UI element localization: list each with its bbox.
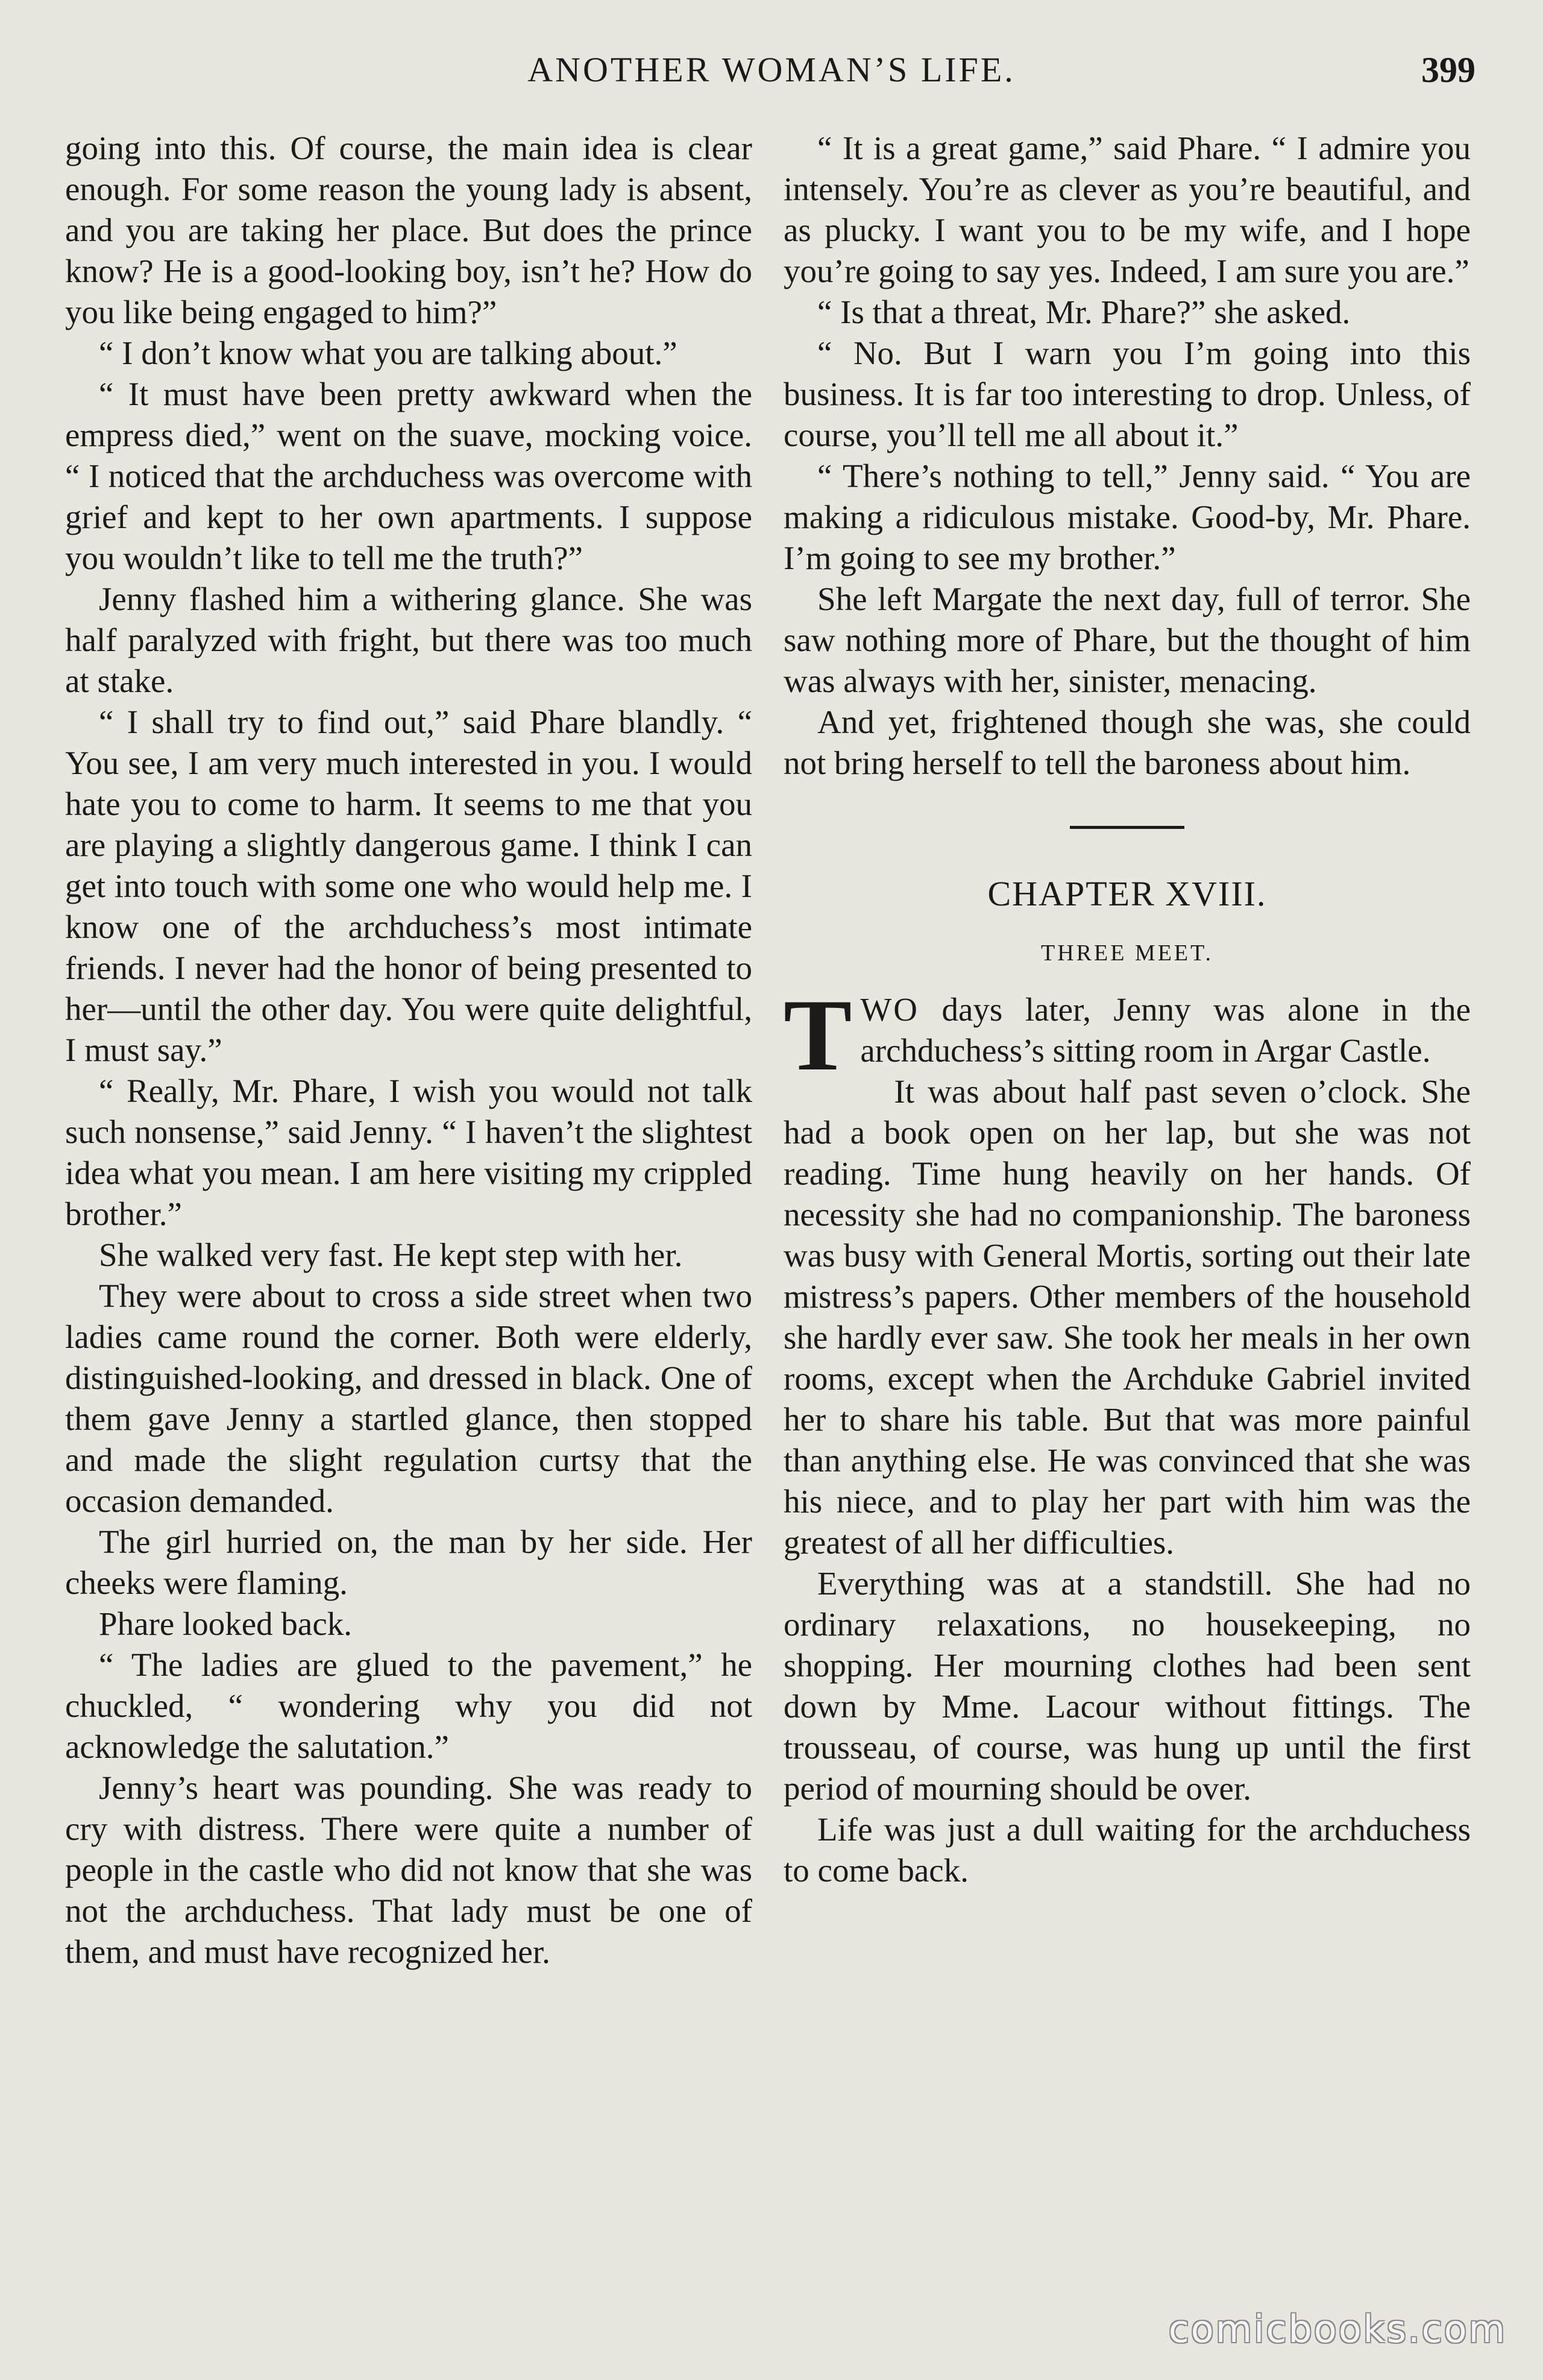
chapter-subtitle: THREE MEET. (1040, 940, 1214, 966)
left-column (65, 128, 752, 1972)
opening-small-caps: WO (860, 991, 920, 1028)
paragraph: And yet, frightened though she was, she could not bring herself to tell the baroness about him. (784, 704, 1471, 781)
paragraph: “ Is that a threat, Mr. Phare?” she asked. (817, 294, 1351, 330)
paragraph: Everything was at a standstill. She had no ordinary relaxations, no housekeeping, no shopping. Her mourning clothes had been sent down by Mme. Lacour without fittings. The trousseau, of course, was hung up until the first period of mourning should be over. (784, 1565, 1471, 1807)
paragraph: “ It must have been pretty awkward when the empress died,” went on the suave, mocking voice. “ I noticed that the archduchess was overcome with grief and kept to her own apartments. I suppose you wouldn’t like to tell me the truth?” (65, 376, 752, 576)
running-title: ANOTHER WOMAN’S LIFE. (527, 50, 1016, 89)
paragraph: “ No. But I warn you I’m going into this business. It is far too interesting to drop. Unless, of course, you’ll tell me all about it.” (784, 335, 1471, 453)
paragraph: “ The ladies are glued to the pavement,” he chuckled, “ wondering why you did not acknowledge the salutation.” (65, 1646, 752, 1765)
paragraph: Jenny’s heart was pounding. She was ready to cry with distress. There were quite a number of people in the castle who did not know that she was not the archduchess. That lady must be one of them, and must have recognized her. (65, 1769, 752, 1970)
paragraph: The girl hurried on, the man by her side. Her cheeks were flaming. (65, 1523, 752, 1601)
opening-text: days later, Jenny was alone in the archduchess’s sitting room in Argar Castle. (860, 991, 1471, 1069)
chapter-title: CHAPTER XVIII. (987, 874, 1267, 913)
section-divider (1070, 826, 1184, 829)
paragraph: “ Really, Mr. Phare, I wish you would not talk such nonsense,” said Jenny. “ I haven’t the slightest idea what you mean. I am here visiting my crippled brother.” (65, 1072, 752, 1232)
paragraph: “ There’s nothing to tell,” Jenny said. “ You are making a ridiculous mistake. Good-by, Mr. Phare. I’m going to see my brother.” (784, 458, 1471, 576)
running-head (0, 49, 1543, 104)
paragraph: Life was just a dull waiting for the archduchess to come back. (784, 1811, 1471, 1889)
paragraph: It was about half past seven o’clock. She had a book open on her lap, but she was not reading. Time hung heavily on her hands. Of necessity she had no companionship. The baroness was busy with General Mortis, sorting out their late mistress’s papers. Other members of the household she hardly ever saw. She took her meals in her own rooms, except when the Archduke Gabriel invited her to share his table. But that was more painful than anything else. He was convinced that she was his niece, and to play her part with him was the greatest of all her difficulties. (784, 1073, 1471, 1561)
paragraph: She walked very fast. He kept step with her. (99, 1236, 683, 1273)
paragraph: They were about to cross a side street when two ladies came round the corner. Both were elderly, distinguished-looking, and dressed in black. One of them gave Jenny a startled glance, then stopped and made the slight regulation curtsy that the occasion demanded. (65, 1277, 752, 1519)
paragraph: “ I don’t know what you are talking about.” (99, 335, 677, 371)
paragraph: Phare looked back. (99, 1605, 352, 1642)
watermark-logo: comicbooks.com (1168, 2307, 1507, 2351)
paragraph: “ It is a great game,” said Phare. “ I admire you intensely. You’re as clever as you’re beautiful, and as plucky. I want you to be my wife, and I hope you’re going to say yes. Indeed, I am sure you are.” (784, 130, 1471, 289)
right-column (784, 128, 1471, 1891)
paragraph: “ I shall try to find out,” said Phare blandly. “ You see, I am very much interested in you. I would hate you to come to harm. It seems to me that you are playing a slightly dangerous game. I think I can get into touch with some one who would help me. I know one of the archduchess’s most intimate friends. I never had the honor of being presented to her—until the other day. You were quite delightful, I must say.” (65, 704, 752, 1068)
drop-cap: T (784, 978, 852, 1092)
paragraph: She left Margate the next day, full of terror. She saw nothing more of Phare, but the thought of him was always with her, sinister, menacing. (784, 581, 1471, 699)
page-number: 399 (1421, 50, 1475, 90)
chapter-opening-paragraph (784, 978, 1471, 1092)
paragraph: Jenny flashed him a withering glance. She was half paralyzed with fright, but there was too much at stake. (65, 581, 752, 699)
paragraph: going into this. Of course, the main idea is clear enough. For some reason the young lady is absent, and you are taking her place. But does the prince know? He is a good-looking boy, isn’t he? How do you like being engaged to him?” (65, 130, 752, 330)
